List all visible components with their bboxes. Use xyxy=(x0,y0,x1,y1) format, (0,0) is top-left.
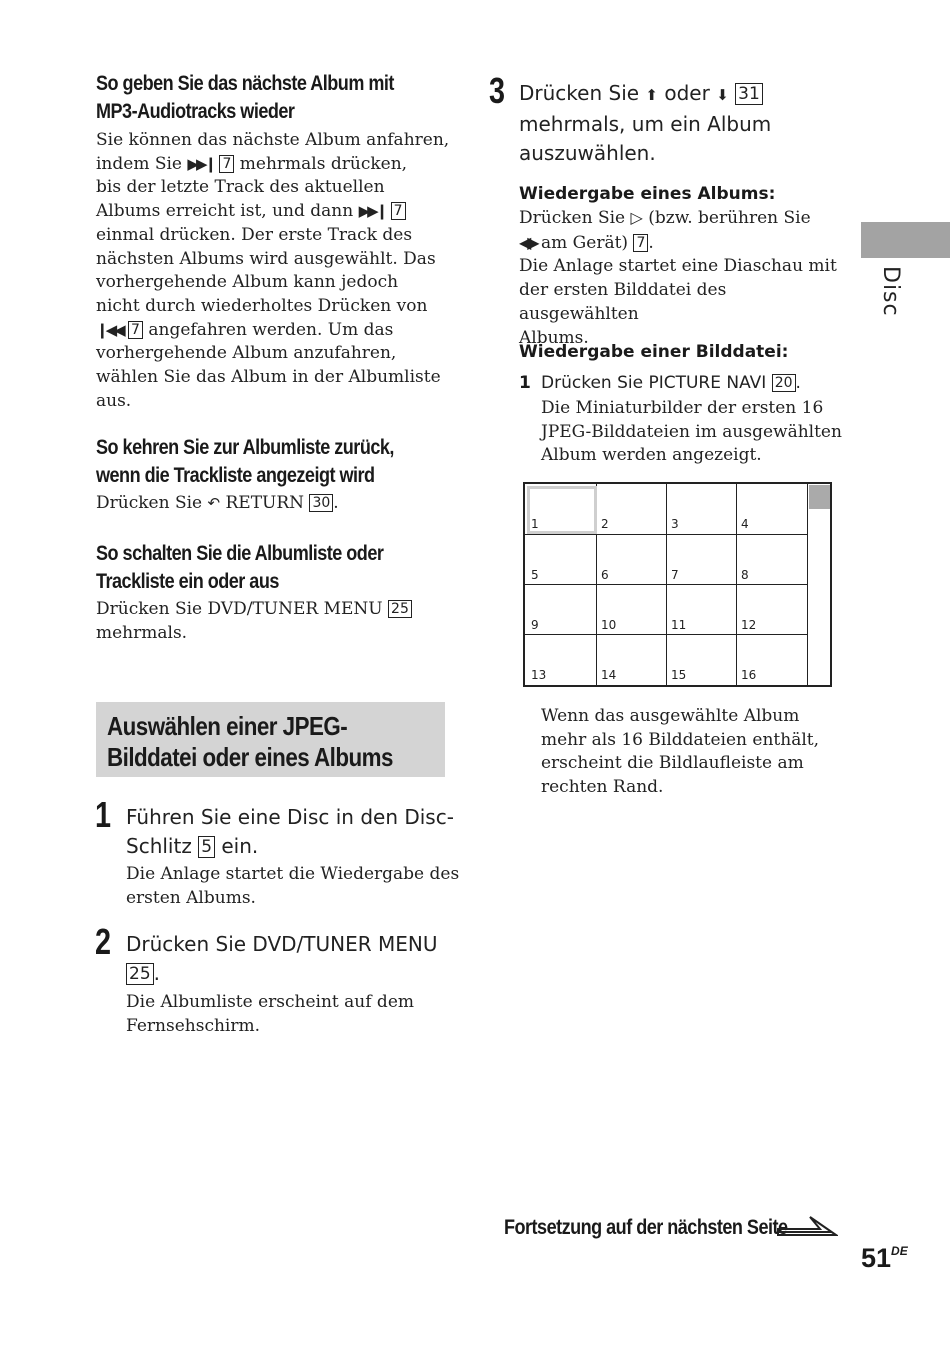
body-line: aus. xyxy=(96,390,132,411)
step-instruction xyxy=(519,79,849,168)
thumbnail-label: 7 xyxy=(671,568,679,582)
scrollbar-thumb xyxy=(809,485,830,509)
body-line: einmal drücken. Der erste Track des xyxy=(96,224,413,245)
grid-line xyxy=(525,634,807,635)
note-line: Die Anlage startet die Wiedergabe des xyxy=(126,864,460,884)
thumbnail-label: 9 xyxy=(531,618,539,632)
note-line: Album werden angezeigt. xyxy=(541,445,762,466)
step-line xyxy=(126,832,456,861)
note-line: Wenn das ausgewählte Album xyxy=(541,706,800,726)
thumbnail-label: 10 xyxy=(601,618,617,632)
body-line: vorhergehende Album kann jedoch xyxy=(96,272,399,293)
ref-number: 7 xyxy=(633,234,648,252)
step-text: oder xyxy=(664,81,710,105)
note-line: ersten Albums. xyxy=(126,887,256,908)
thumbnail-label: 1 xyxy=(531,517,539,531)
body-text: Drücken Sie xyxy=(519,208,626,228)
chapter-heading-box xyxy=(96,702,445,777)
note-line: erscheint die Bildlaufleiste am xyxy=(541,753,804,774)
body-text: (bzw. berühren Sie xyxy=(648,208,811,228)
step-number: 1 xyxy=(95,794,112,835)
step-line: mehrmals, um ein Album xyxy=(519,112,772,136)
thumbnail-label: 6 xyxy=(601,568,609,582)
body-text: mehrmals drücken, xyxy=(239,153,408,174)
heading-line: Auswählen einer JPEG- xyxy=(107,711,348,741)
heading-line: wenn die Trackliste angezeigt wird xyxy=(96,464,375,487)
body-line xyxy=(519,206,849,231)
next-track-icon: ▶▶❙ xyxy=(187,154,215,173)
body-line xyxy=(519,231,849,256)
step-number: 3 xyxy=(489,70,506,111)
arrow-up-icon: ⬆ xyxy=(645,86,658,104)
body-line: vorhergehende Album anzufahren, xyxy=(96,343,397,364)
page-language-suffix: DE xyxy=(891,1244,908,1258)
thumbnail-label: 5 xyxy=(531,568,539,582)
thumbnail-label: 14 xyxy=(601,668,617,682)
heading-line: So kehren Sie zur Albumliste zurück, xyxy=(96,436,394,459)
step-line xyxy=(519,79,849,110)
step-line: auszuwählen. xyxy=(519,141,656,165)
heading-line: So geben Sie das nächste Album mit xyxy=(96,72,394,95)
body-line xyxy=(96,319,456,343)
body-text: RETURN xyxy=(225,493,305,513)
step-text: Drücken Sie PICTURE NAVI xyxy=(541,373,767,393)
ref-number: 20 xyxy=(772,374,796,392)
step-line: Drücken Sie DVD/TUNER MENU xyxy=(126,932,438,956)
section-heading-toggle-list xyxy=(96,540,383,596)
body-line: wählen Sie das Album in der Albumliste xyxy=(96,367,441,388)
body-line: Die Anlage startet eine Diaschau mit xyxy=(519,256,837,277)
thumbnail-label: 12 xyxy=(741,618,757,632)
step-line: Führen Sie eine Disc in den Disc- xyxy=(126,805,454,829)
note-line: mehr als 16 Bilddateien enthält, xyxy=(541,729,820,750)
body-line: nicht durch wiederholtes Drücken von xyxy=(96,295,428,316)
chapter-heading xyxy=(107,711,393,773)
ref-number: 30 xyxy=(309,494,333,512)
thumbnail-label: 3 xyxy=(671,517,679,531)
note-line: Die Miniaturbilder der ersten 16 xyxy=(541,398,824,418)
thumbnail-label: 15 xyxy=(671,668,687,682)
thumbnail-label: 8 xyxy=(741,568,749,582)
subheading-album-playback: Wiedergabe eines Albums: xyxy=(519,184,776,204)
grid-line xyxy=(525,584,807,585)
scrollbar-note xyxy=(541,705,819,800)
section-heading-return xyxy=(96,434,394,490)
step-text: . xyxy=(795,373,801,393)
substep-instruction xyxy=(541,371,801,395)
ref-number: 7 xyxy=(219,155,234,173)
body-text: . xyxy=(648,232,654,253)
substep-note xyxy=(541,397,842,468)
body-line: bis der letzte Track des aktuellen xyxy=(96,177,385,198)
step-text: . xyxy=(153,961,160,985)
grid-line xyxy=(525,534,807,535)
chapter-side-tab xyxy=(861,222,950,258)
album-playback-text xyxy=(519,206,849,350)
play-icon: ▷ xyxy=(630,208,643,227)
chapter-side-label: Disc xyxy=(878,266,903,317)
heading-line: So schalten Sie die Albumliste oder xyxy=(96,542,384,565)
note-line: rechten Rand. xyxy=(541,777,664,798)
step-instruction xyxy=(126,930,456,988)
ref-number: 7 xyxy=(391,202,406,220)
step-text: Schlitz xyxy=(126,834,192,858)
arrow-down-icon: ⬇ xyxy=(716,86,729,104)
note-line: JPEG-Bilddateien im ausgewählten xyxy=(541,421,842,442)
thumbnail-label: 13 xyxy=(531,668,547,682)
body-line xyxy=(96,598,412,622)
section-body-return xyxy=(96,492,339,516)
body-line: mehrmals. xyxy=(96,622,188,643)
heading-line: MP3-Audiotracks wieder xyxy=(96,100,295,123)
thumbnail-label: 16 xyxy=(741,668,757,682)
step-note xyxy=(126,991,414,1038)
section-heading-next-album xyxy=(96,70,394,126)
step-number: 2 xyxy=(95,921,112,962)
body-line: Albums. xyxy=(519,327,589,348)
body-text: indem Sie xyxy=(96,153,182,174)
body-text: . xyxy=(333,493,339,513)
step-text: ein. xyxy=(221,834,259,858)
play-pause-icon: ◀▶ xyxy=(519,232,536,252)
section-body-toggle-list xyxy=(96,598,412,645)
substep-number: 1 xyxy=(519,373,531,393)
body-text: am Gerät) xyxy=(541,232,629,253)
thumbnail-label: 4 xyxy=(741,517,749,531)
note-line: Die Albumliste erscheint auf dem xyxy=(126,992,414,1012)
body-text: Albums erreicht ist, und dann xyxy=(96,201,354,222)
ref-number: 5 xyxy=(198,836,215,858)
continued-arrow-icon xyxy=(776,1213,838,1239)
return-icon: ↶ xyxy=(207,494,221,512)
ref-number: 31 xyxy=(735,83,763,105)
note-line: Fernsehschirm. xyxy=(126,1015,261,1036)
heading-line: Trackliste ein oder aus xyxy=(96,570,279,593)
body-line xyxy=(96,153,456,177)
step-line xyxy=(126,959,456,988)
body-text: Drücken Sie xyxy=(96,493,203,513)
body-line: der ersten Bilddatei des ausgewählten xyxy=(519,280,727,324)
continued-note: Fortsetzung auf der nächsten Seite xyxy=(504,1216,788,1239)
body-text: angefahren werden. Um das xyxy=(148,319,394,340)
step-note xyxy=(126,863,459,910)
page-number xyxy=(861,1243,908,1274)
body-line: Sie können das nächste Album anfahren, xyxy=(96,130,450,150)
subheading-image-playback: Wiedergabe einer Bilddatei: xyxy=(519,342,789,362)
body-text: Drücken Sie DVD/TUNER MENU xyxy=(96,599,383,619)
body-line xyxy=(96,200,456,224)
scrollbar-divider xyxy=(807,484,808,685)
body-line: nächsten Albums wird ausgewählt. Das xyxy=(96,248,436,269)
heading-line: Bilddatei oder eines Albums xyxy=(107,742,393,772)
next-track-icon: ▶▶❙ xyxy=(358,202,386,221)
step-instruction xyxy=(126,803,456,861)
thumbnail-grid xyxy=(523,482,832,687)
previous-track-icon: ❙◀◀ xyxy=(96,320,123,339)
ref-number: 7 xyxy=(128,321,143,339)
thumbnail-label: 11 xyxy=(671,618,687,632)
section-body-next-album xyxy=(96,129,456,413)
ref-number: 25 xyxy=(388,600,412,618)
ref-number: 25 xyxy=(126,963,154,985)
thumbnail-label: 2 xyxy=(601,517,609,531)
page-number-value: 51 xyxy=(861,1243,892,1273)
step-text: Drücken Sie xyxy=(519,81,640,105)
